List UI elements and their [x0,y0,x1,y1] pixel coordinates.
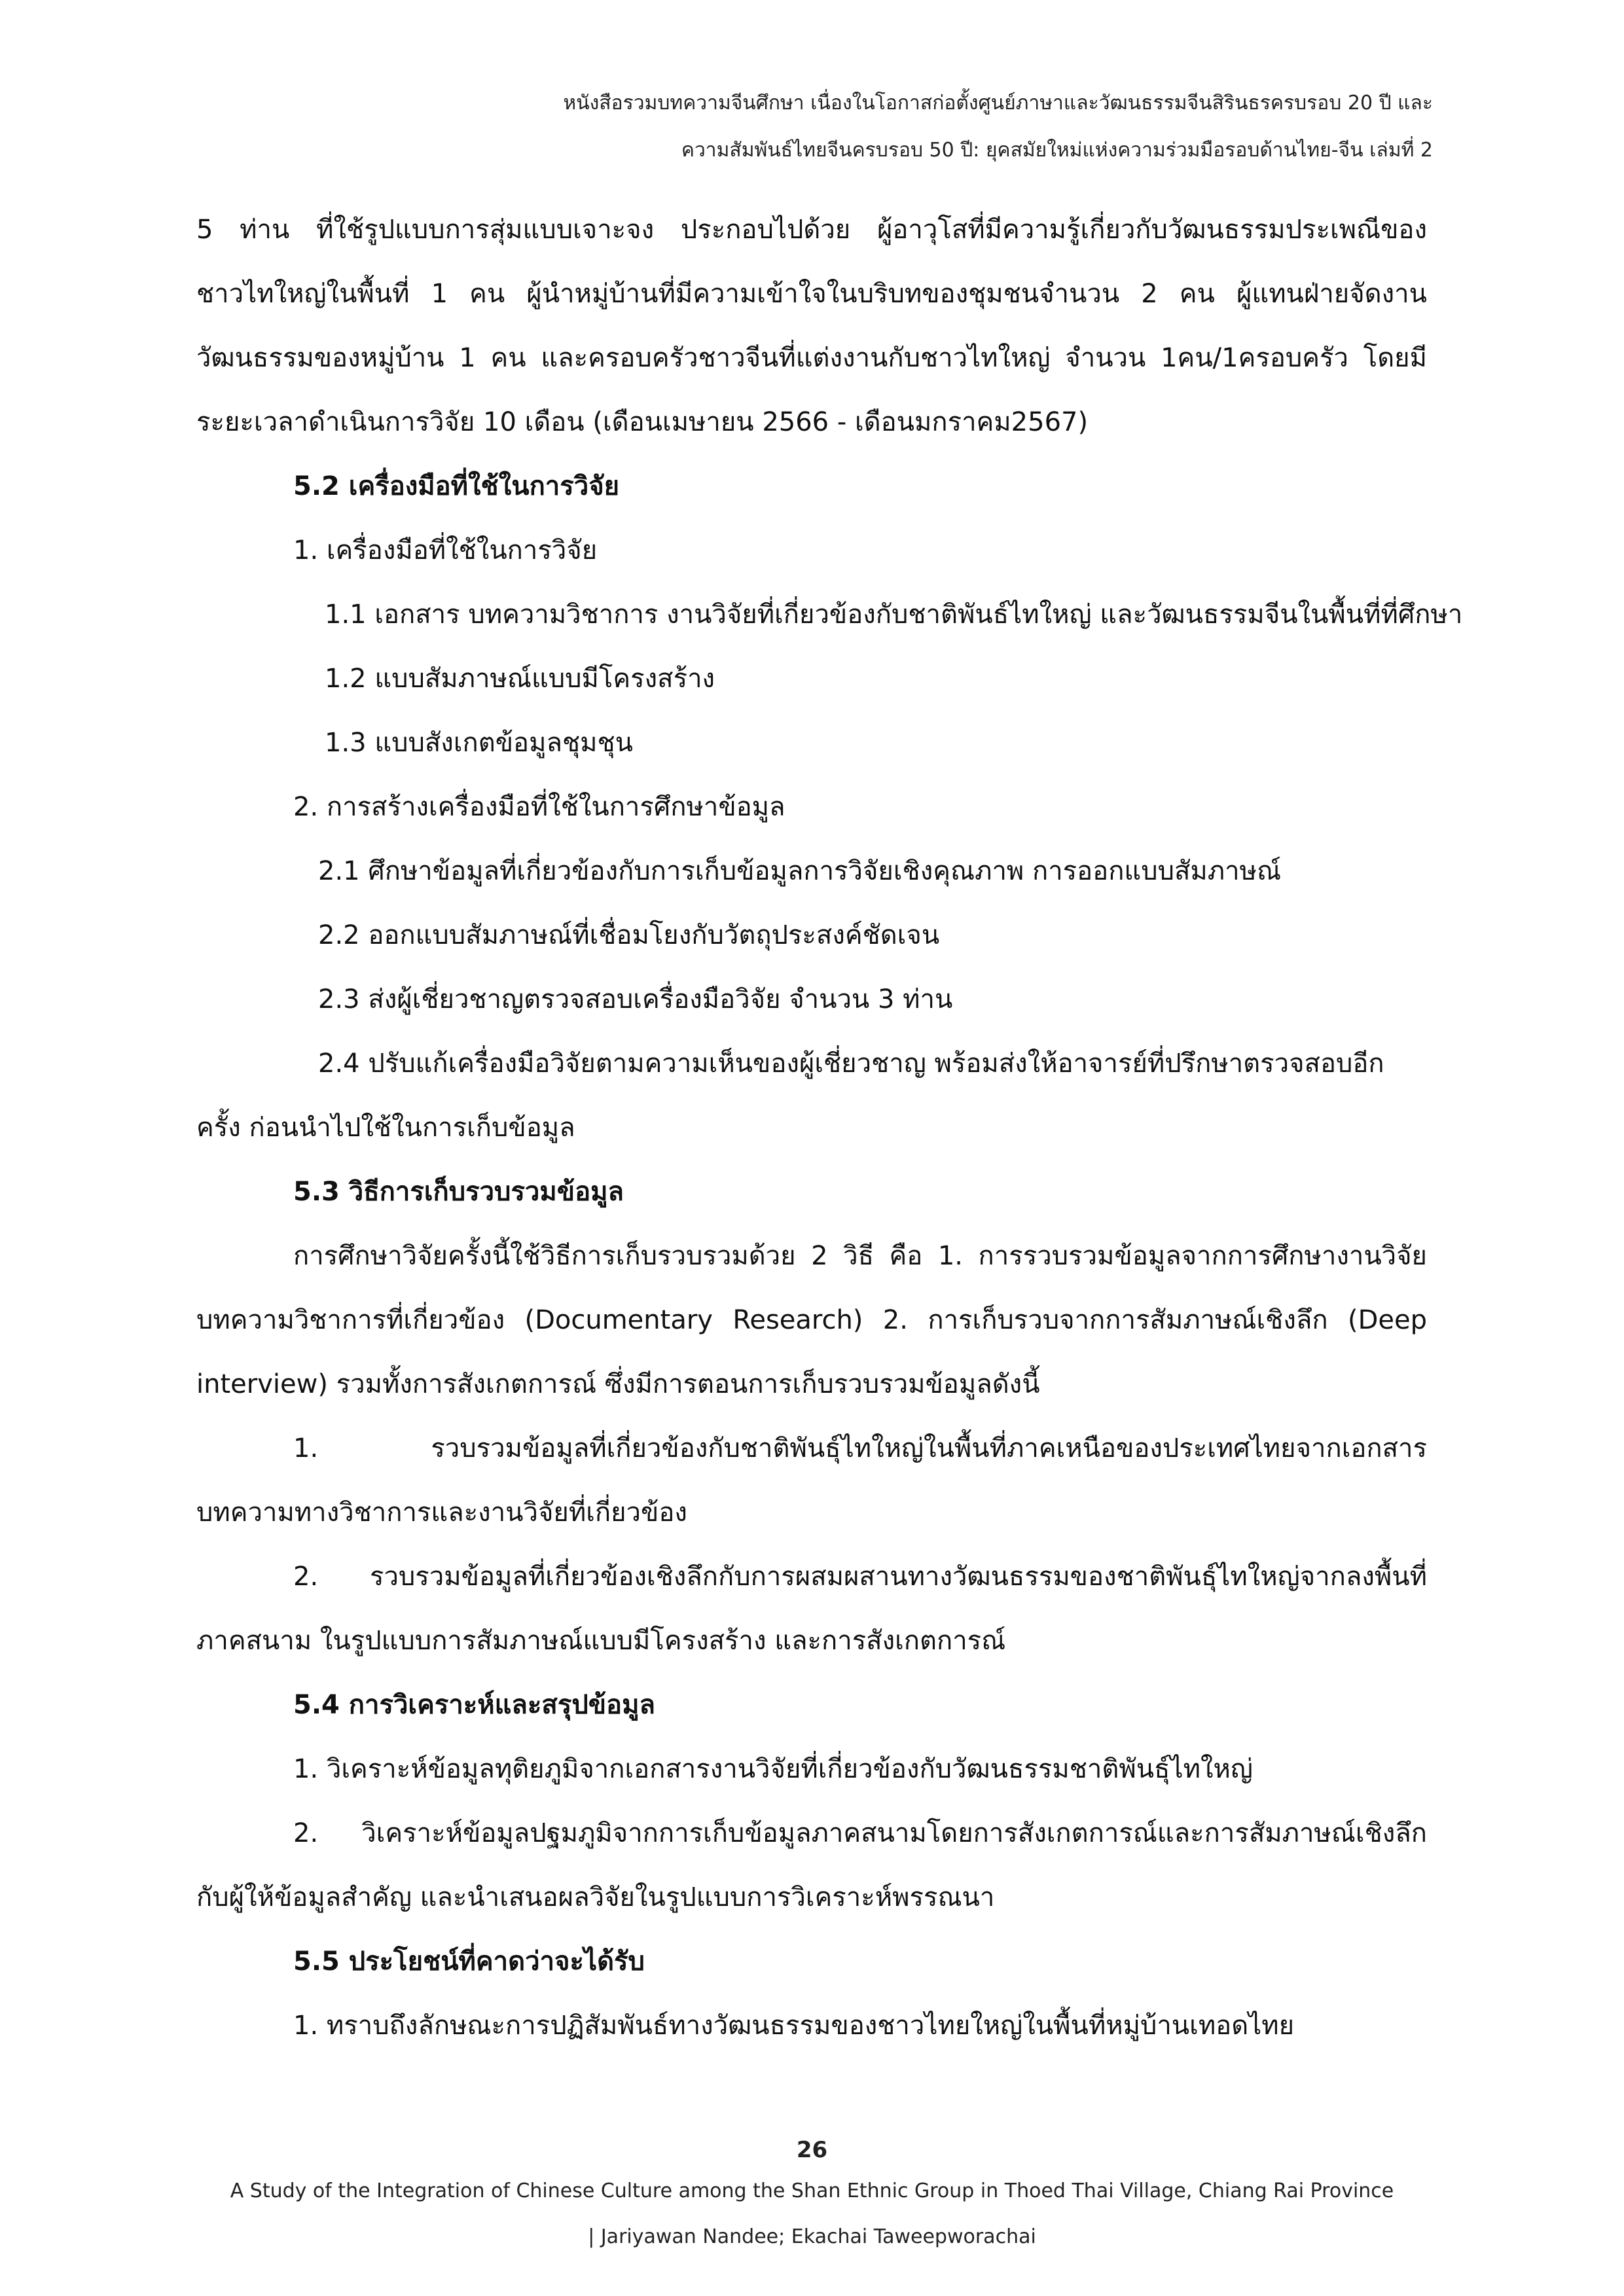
running-header-line-1: หนังสือรวมบทความจีนศึกษา เนื่องในโอกาสก่อตั้งศูนย์ภาษาและวัฒนธรรมจีนสิรินธรครบรอบ 20 ปี และ [563,92,1433,115]
list-item-continuation: บทความทางวิชาการและงานวิจัยที่เกี่ยวข้อง [196,1498,687,1528]
list-item: 1. เครื่องมือที่ใช้ในการวิจัย [293,535,598,565]
footer-title: A Study of the Integration of Chinese Culture among the Shan Ethnic Group in Thoed Thai Village, Chiang Rai Province [230,2179,1394,2202]
list-item: 1. รวบรวมข้อมูลที่เกี่ยวข้องกับชาติพันธุ์ไทใหญ่ในพื้นที่ภาคเหนือของประเทศไทยจากเอกสาร [293,1433,1427,1463]
paragraph-line: การศึกษาวิจัยครั้งนี้ใช้วิธีการเก็บรวบรวมด้วย 2 วิธี คือ 1. การรวบรวมข้อมูลจากการศึกษางานวิจัย [293,1241,1427,1271]
section-heading-5-3: 5.3 วิธีการเก็บรวบรวมข้อมูล [293,1177,624,1207]
paragraph-line: ระยะเวลาดำเนินการวิจัย 10 เดือน (เดือนเมษายน 2566 - เดือนมกราคม2567) [196,407,1089,437]
list-item-continuation: ครั้ง ก่อนนำไปใช้ในการเก็บข้อมูล [196,1113,575,1143]
section-heading-5-5: 5.5 ประโยชน์ที่คาดว่าจะได้รับ [293,1946,645,1977]
paragraph-line: interview) รวมทั้งการสังเกตการณ์ ซึ่งมีการตอนการเก็บรวบรวมข้อมูลดังนี้ [196,1369,1040,1399]
list-item: 2.3 ส่งผู้เชี่ยวชาญตรวจสอบเครื่องมือวิจัย จำนวน 3 ท่าน [318,984,953,1014]
list-item: 2.2 ออกแบบสัมภาษณ์ที่เชื่อมโยงกับวัตถุประสงค์ชัดเจน [318,920,940,950]
section-heading-5-2: 5.2 เครื่องมือที่ใช้ในการวิจัย [293,471,620,501]
paragraph-line: ชาวไทใหญ่ในพื้นที่ 1 คน ผู้นำหมู่บ้านที่มีความเข้าใจในบริบทของชุมชนจำนวน 2 คน ผู้แทนฝ่ายจัดงาน [196,279,1427,309]
running-header-line-2: ความสัมพันธ์ไทยจีนครบรอบ 50 ปี: ยุคสมัยใหม่แห่งความร่วมมือรอบด้านไทย-จีน เล่มที่ 2 [681,139,1433,162]
paragraph-line: วัฒนธรรมของหมู่บ้าน 1 คน และครอบครัวชาวจีนที่แต่งงานกับชาวไทใหญ่ จำนวน 1คน/1ครอบครัว โดยมี [196,343,1427,373]
paragraph-line: บทความวิชาการที่เกี่ยวข้อง (Documentary Research) 2. การเก็บรวบจากการสัมภาษณ์เชิงลึก (Deep [196,1305,1427,1335]
list-item: 1.3 แบบสังเกตข้อมูลชุมชุน [325,728,633,758]
list-item: 2.1 ศึกษาข้อมูลที่เกี่ยวข้องกับการเก็บข้อมูลการวิจัยเชิงคุณภาพ การออกแบบสัมภาษณ์ [318,856,1282,886]
running-header [563,80,1433,174]
list-item: 1. ทราบถึงลักษณะการปฏิสัมพันธ์ทางวัฒนธรรมของชาวไทยใหญ่ในพื้นที่หมู่บ้านเทอดไทย [293,2011,1295,2041]
list-item: 2. วิเคราะห์ข้อมูลปฐมภูมิจากการเก็บข้อมูลภาคสนามโดยการสังเกตการณ์และการสัมภาษณ์เชิงลึก [293,1818,1427,1848]
list-item: 2. รวบรวมข้อมูลที่เกี่ยวข้องเชิงลึกกับการผสมผสานทางวัฒนธรรมของชาติพันธุ์ไทใหญ่จากลงพื้นที่ [293,1562,1427,1592]
page-number: 26 [796,2137,828,2163]
list-item: 1.2 แบบสัมภาษณ์แบบมีโครงสร้าง [325,664,715,694]
paragraph-line: 5 ท่าน ที่ใช้รูปแบบการสุ่มแบบเจาะจง ประกอบไปด้วย ผู้อาวุโสที่มีความรู้เกี่ยวกับวัฒนธรรมประเพณีของ [196,215,1427,245]
footer-authors: | Jariyawan Nandee; Ekachai Taweepworachai [588,2225,1036,2248]
list-item: 2. การสร้างเครื่องมือที่ใช้ในการศึกษาข้อมูล [293,792,785,822]
section-heading-5-4: 5.4 การวิเคราะห์และสรุปข้อมูล [293,1690,655,1720]
list-item: 2.4 ปรับแก้เครื่องมือวิจัยตามความเห็นของผู้เชี่ยวชาญ พร้อมส่งให้อาจารย์ที่ปรึกษาตรวจสอบอีก [318,1049,1384,1079]
list-item-continuation: กับผู้ให้ข้อมูลสำคัญ และนำเสนอผลวิจัยในรูปแบบการวิเคราะห์พรรณนา [196,1882,995,1912]
list-item: 1. วิเคราะห์ข้อมูลทุติยภูมิจากเอกสารงานวิจัยที่เกี่ยวข้องกับวัฒนธรรมชาติพันธุ์ไทใหญ่ [293,1754,1253,1784]
list-item-continuation: ภาคสนาม ในรูปแบบการสัมภาษณ์แบบมีโครงสร้าง และการสังเกตการณ์ [196,1626,1006,1656]
list-item: 1.1 เอกสาร บทความวิชาการ งานวิจัยที่เกี่ยวข้องกับชาติพันธ์ไทใหญ่ และวัฒนธรรมจีนในพื้นที่ที่ศึกษา [325,600,1463,630]
